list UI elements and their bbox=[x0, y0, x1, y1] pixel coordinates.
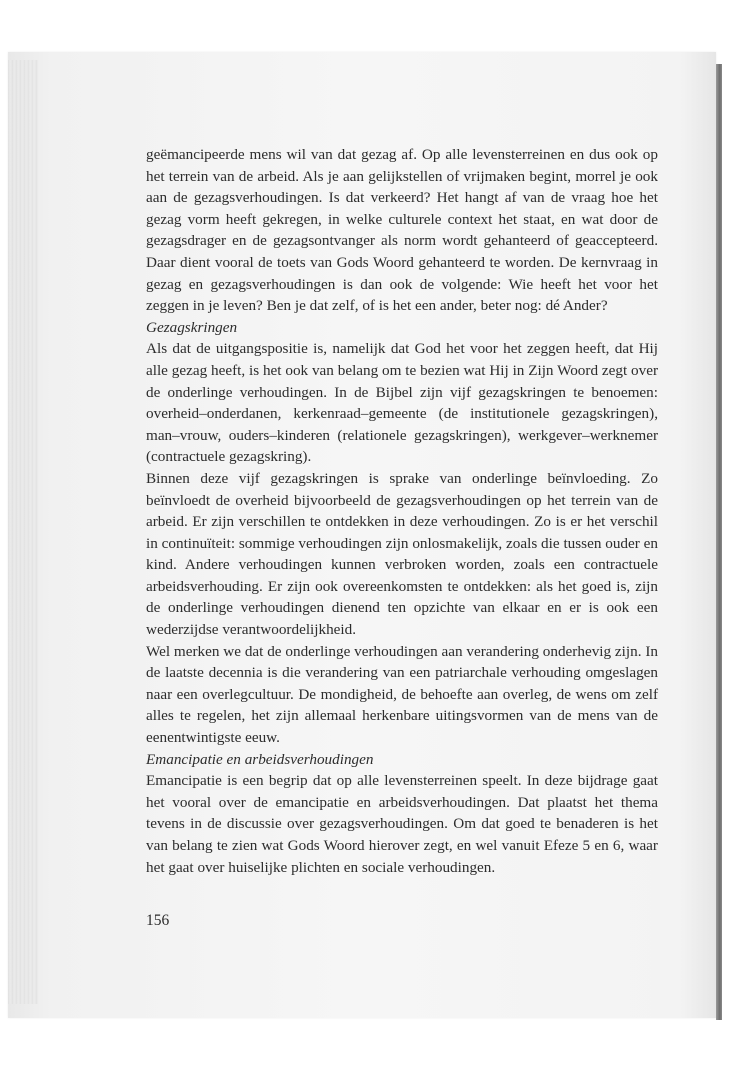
paragraph: Binnen deze vijf gezagskringen is sprake van onderlinge beïnvloeding. Zo beïnvloedt de overheid bijvoorbeeld de gezagsverhoudingen op het terrein van de arbeid. Er zijn verschillen te ontdekken in deze verhoudingen. Zo is er het verschil in continuïteit: sommige verhoudingen zijn onlosmakelijk, zoals die tussen ouder en kind. Andere verhoudingen kunnen verbroken worden, zoals een contractuele arbeidsverhouding. Er zijn ook overeenkomsten te ontdekken: als het goed is, zijn de onderlinge verhoudingen dienend ten opzichte van elkaar en er is ook een wederzijdse verantwoordelijkheid. bbox=[146, 469, 658, 639]
paragraph: Als dat de uitgangspositie is, namelijk dat God het voor het zeggen heeft, dat Hij alle gezag heeft, is het ook van belang om te bezien wat Hij in Zijn Woord zegt over de onderlinge verhoudingen. In de Bijbel zijn vijf gezagskringen te benoemen: overheid–onderdanen, kerkenraad–gemeente (de institutionele gezagskringen), man–vrouw, ouders–kinderen (relationele gezagskringen), werkgever–werknemer (contractuele gezagskring). bbox=[146, 340, 658, 466]
paragraph: geëmancipeerde mens wil van dat gezag af. Op alle levensterreinen en dus ook op het terrein van de arbeid. Als je aan gelijkstellen of vrijmaken begint, morrel je ook aan de gezagsverhoudingen. Is dat verkeerd? Het hangt af van de vraag hoe het gezag vorm heeft gekregen, in welke culturele context het staat, en wat door de gezagsdrager en de gezagsontvanger als norm wordt gehanteerd of geaccepteerd. Daar dient vooral de toets van Gods Woord gehanteerd te worden. De kernvraag in gezag en gezagsverhoudingen is dan ook de volgende: Wie heeft het voor het zeggen in je leven? Ben je dat zelf, of is het een ander, beter nog: dé Ander? bbox=[146, 146, 658, 315]
paragraph: Wel merken we dat de onderlinge verhoudingen aan verandering onderhevig zijn. In de laatste decennia is die verandering van een patriarchale verhouding omgeslagen naar een overlegcultuur. De mondigheid, de behoefte aan overleg, de wens om zelf alles te regelen, het zijn allemaal herkenbare uitingsvormen van de mens van de eenentwintigste eeuw. bbox=[146, 642, 658, 747]
page-number: 156 bbox=[146, 912, 170, 929]
page-content bbox=[146, 144, 658, 878]
book-binding bbox=[716, 64, 722, 1020]
paragraph: Emancipatie is een begrip dat op alle levensterreinen speelt. In deze bijdrage gaat het vooral over de emancipatie en arbeidsverhoudingen. Dat plaatst het thema tevens in de discussie over gezagsverhoudingen. Om dat goed te benaderen is het van belang te zien wat Gods Woord hierover zegt, en wel vanuit Efeze 5 en 6, waar het gaat over huiselijke plichten en sociale verhoudingen. bbox=[146, 772, 658, 876]
section-heading-emancipatie: Emancipatie en arbeidsverhoudingen bbox=[146, 750, 374, 768]
section-heading-gezagskringen: Gezagskringen bbox=[146, 318, 238, 336]
page-edges bbox=[8, 60, 38, 1004]
